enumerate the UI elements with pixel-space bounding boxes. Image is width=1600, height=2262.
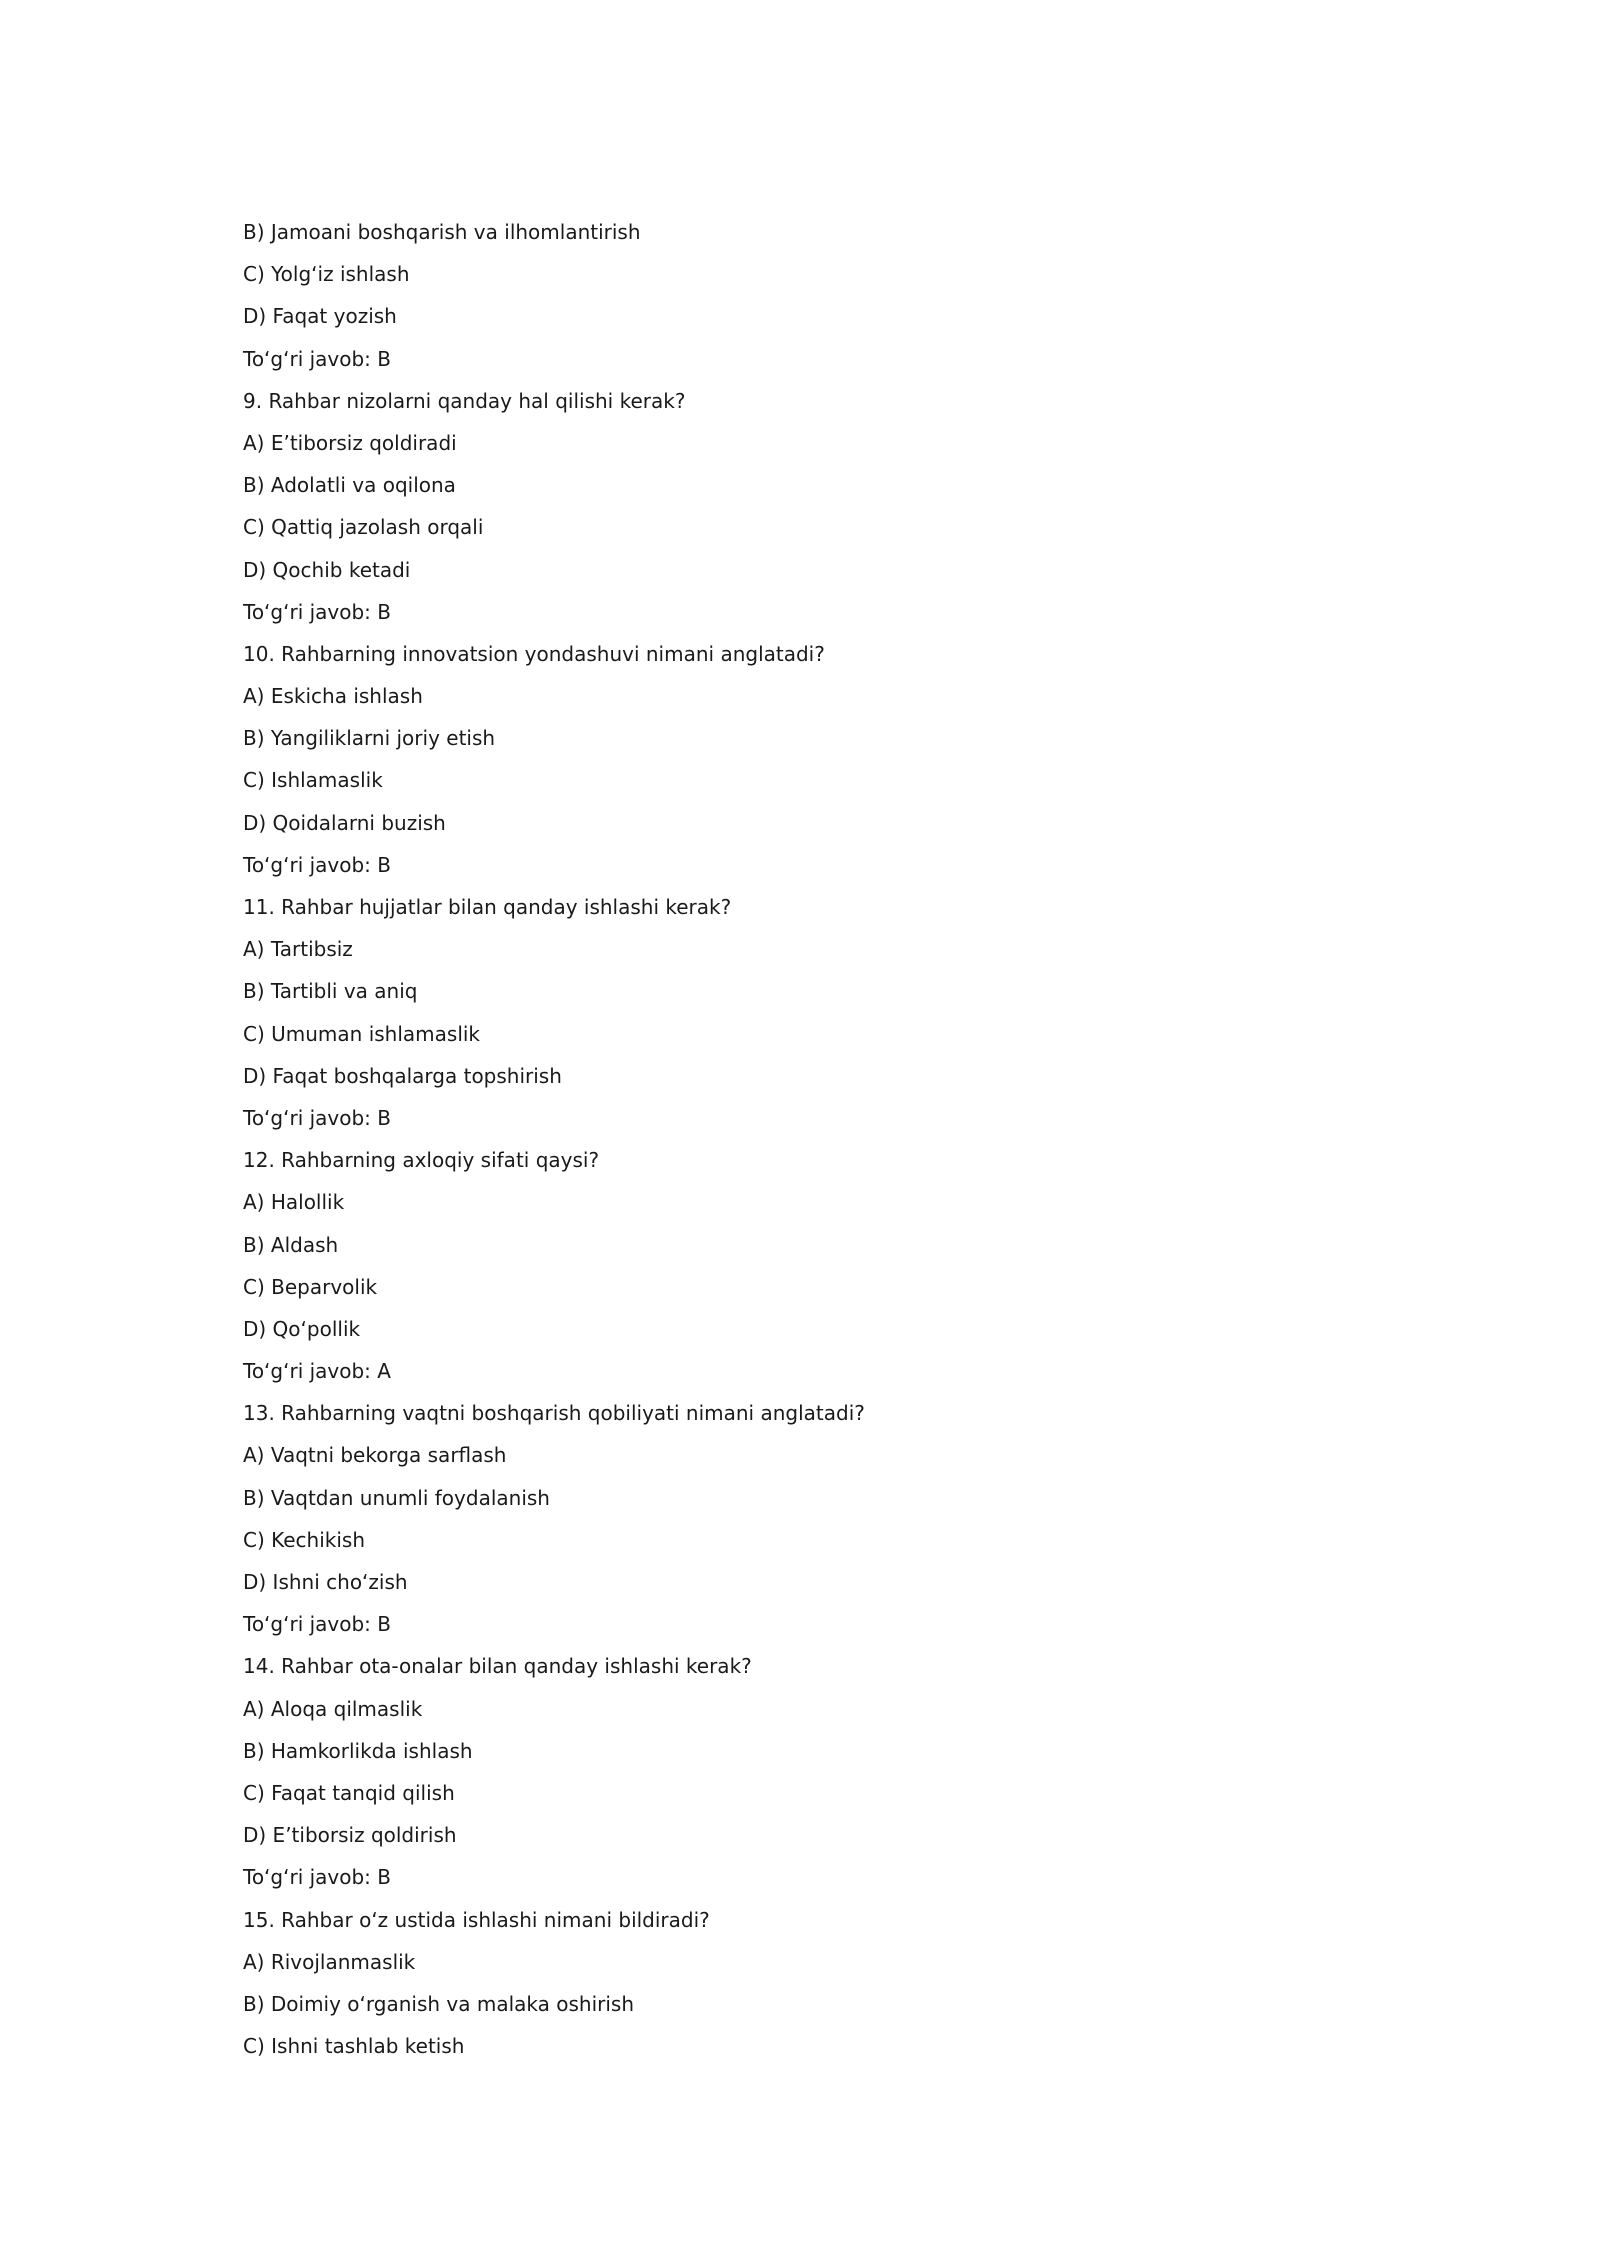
question-line: 15. Rahbar o‘z ustida ishlashi nimani bildiradi? xyxy=(243,1907,710,1932)
option-line: A) Rivojlanmaslik xyxy=(243,1949,416,1974)
option-line: C) Umuman ishlamaslik xyxy=(243,1021,481,1046)
option-line: D) Qoidalarni buzish xyxy=(243,810,446,835)
option-line: A) Halollik xyxy=(243,1190,345,1215)
option-line: A) E’tiborsiz qoldiradi xyxy=(243,430,457,455)
option-line: D) Faqat boshqalarga topshirish xyxy=(243,1063,562,1088)
option-line: C) Faqat tanqid qilish xyxy=(243,1780,455,1805)
question-line: 14. Rahbar ota-onalar bilan qanday ishlashi kerak? xyxy=(243,1654,752,1679)
option-line: B) Tartibli va aniq xyxy=(243,979,418,1004)
answer-line: To‘g‘ri javob: B xyxy=(243,1612,391,1637)
quiz-text xyxy=(243,216,1393,2072)
option-line: C) Ishni tashlab ketish xyxy=(243,2034,465,2059)
option-line: B) Yangiliklarni joriy etish xyxy=(243,726,496,751)
answer-line: To‘g‘ri javob: B xyxy=(243,1105,391,1130)
answer-line: To‘g‘ri javob: B xyxy=(243,599,391,624)
option-line: D) Qochib ketadi xyxy=(243,557,411,582)
option-line: B) Aldash xyxy=(243,1232,339,1257)
option-line: B) Adolatli va oqilona xyxy=(243,473,456,498)
option-line: A) Eskicha ishlash xyxy=(243,684,423,709)
answer-line: To‘g‘ri javob: B xyxy=(243,852,391,877)
option-line: C) Kechikish xyxy=(243,1527,366,1552)
option-line: D) Ishni cho‘zish xyxy=(243,1570,408,1594)
option-line: D) Qo‘pollik xyxy=(243,1316,361,1341)
option-line: C) Ishlamaslik xyxy=(243,768,383,793)
option-line: C) Beparvolik xyxy=(243,1274,378,1299)
option-line: A) Aloqa qilmaslik xyxy=(243,1696,423,1721)
answer-line: To‘g‘ri javob: B xyxy=(243,1865,391,1890)
option-line: C) Qattiq jazolash orqali xyxy=(243,515,484,540)
option-line: D) E’tiborsiz qoldirish xyxy=(243,1823,457,1848)
question-line: 9. Rahbar nizolarni qanday hal qilishi kerak? xyxy=(243,388,686,413)
option-line: B) Doimiy o‘rganish va malaka oshirish xyxy=(243,1991,635,2016)
answer-line: To‘g‘ri javob: A xyxy=(243,1359,391,1384)
question-line: 12. Rahbarning axloqiy sifati qaysi? xyxy=(243,1148,600,1173)
question-line: 11. Rahbar hujjatlar bilan qanday ishlashi kerak? xyxy=(243,895,732,919)
text-line: D) Faqat yozish xyxy=(243,304,397,329)
text-line: B) Jamoani boshqarish va ilhomlantirish xyxy=(243,220,641,244)
option-line: B) Vaqtdan unumli foydalanish xyxy=(243,1485,550,1510)
option-line: B) Hamkorlikda ishlash xyxy=(243,1738,473,1763)
answer-line: To‘g‘ri javob: B xyxy=(243,346,391,371)
question-line: 13. Rahbarning vaqtni boshqarish qobiliyati nimani anglatadi? xyxy=(243,1401,865,1426)
text-line: C) Yolg‘iz ishlash xyxy=(243,262,410,287)
option-line: A) Tartibsiz xyxy=(243,937,353,962)
question-line: 10. Rahbarning innovatsion yondashuvi nimani anglatadi? xyxy=(243,641,825,666)
option-line: A) Vaqtni bekorga sarflash xyxy=(243,1443,507,1468)
